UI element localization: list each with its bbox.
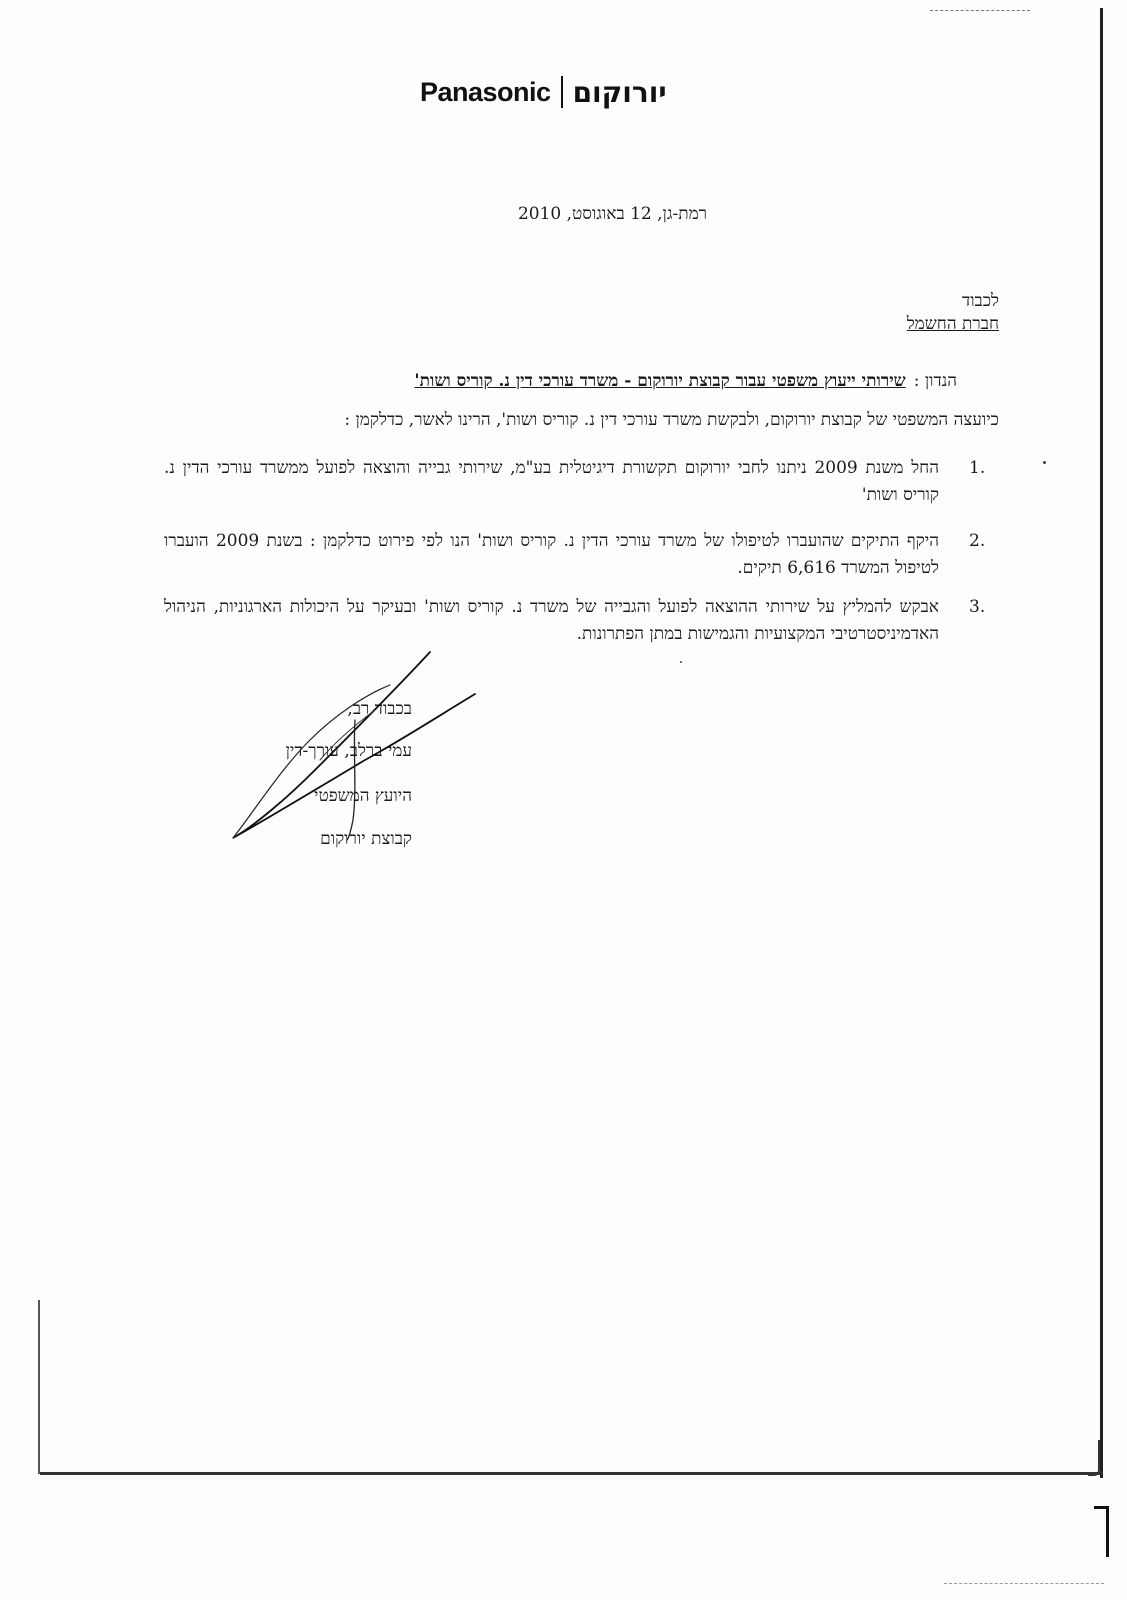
list-item-number: 3. xyxy=(969,597,986,617)
list-item-number: 2. xyxy=(969,531,986,551)
list-item xyxy=(164,528,999,582)
scan-speck xyxy=(680,661,682,663)
scan-edge-right xyxy=(1100,8,1103,1478)
recipient-name: חברת החשמל xyxy=(906,314,999,334)
closing-signer: עמי ברלב, עורך-דין xyxy=(285,741,412,761)
scan-edge-top xyxy=(930,10,1030,12)
list-item-text: החל משנת 2009 ניתנו לחבי יורוקום תקשורת דיגיטלית בע"מ, שירותי גבייה והוצאה לפועל ממשרד עורכי הדין נ. קוריס ושות' xyxy=(164,458,940,505)
intro-paragraph: כיועצה המשפטי של קבוצת יורוקום, ולבקשת משרד עורכי דין נ. קוריס ושות', הרינו לאשר, כדלקמן : xyxy=(344,410,999,430)
logo-separator xyxy=(561,76,563,108)
next-page-corner-mark xyxy=(1094,1506,1109,1557)
subject-text: שירותי ייעוץ משפטי עבור קבוצת יורוקום - משרד עורכי דין נ. קוריס ושות' xyxy=(414,371,906,391)
letterhead-logo xyxy=(420,72,740,112)
subject-line xyxy=(414,371,957,391)
footer-dash-line xyxy=(944,1583,1104,1585)
logo-brand: Panasonic xyxy=(420,76,551,107)
list-item-text: אבקש להמליץ על שירותי ההוצאה לפועל והגבייה של משרד נ. קוריס ושות' ובעיקר על היכולות הארגוניות, הניהול האדמיניסטרטיבי המקצועיות והגמישות במתן הפתרונות. xyxy=(164,597,939,644)
scan-edge-bottom xyxy=(40,1472,1102,1475)
handwritten-signature xyxy=(225,650,495,870)
scan-speck xyxy=(1043,461,1046,464)
scan-edge-left xyxy=(38,1300,40,1474)
list-item xyxy=(164,455,999,509)
list-item xyxy=(164,594,999,648)
closing-company: קבוצת יורוקום xyxy=(320,829,412,849)
date-line: רמת-גן, 12 באוגוסט, 2010 xyxy=(517,204,707,224)
recipient-salutation: לכבוד xyxy=(962,291,999,311)
subject-label: הנדון : xyxy=(913,371,957,391)
list-item-text: היקף התיקים שהועברו לטיפולו של משרד עורכי הדין נ. קוריס ושות' הנו לפי פירוט כדלקמן : בשנת 2009 הועברו לטיפול המשרד 6,616 תיקים. xyxy=(164,531,940,578)
closing-title: היועץ המשפטי xyxy=(314,786,412,806)
page-corner-mark xyxy=(1088,1440,1100,1476)
logo-company: יורוקום xyxy=(572,75,667,109)
closing-regards: בכבוד רב, xyxy=(347,699,412,719)
list-item-number: 1. xyxy=(969,458,986,478)
